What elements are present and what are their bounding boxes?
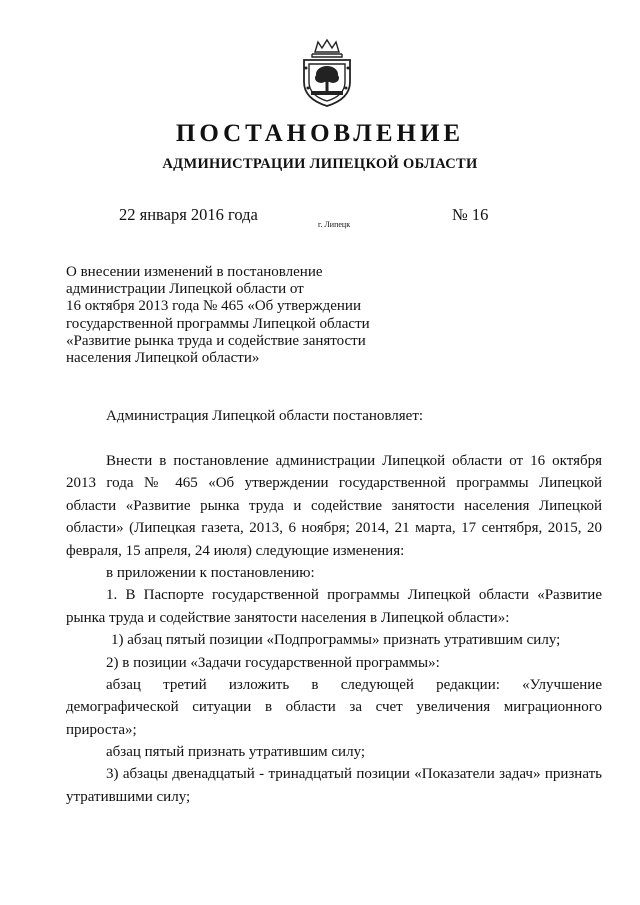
body-line: абзац пятый признать утратившим силу; <box>106 744 366 761</box>
subject-line: государственной программы Липецкой области <box>66 315 370 332</box>
body-line: в приложении к постановлению: <box>106 564 315 581</box>
document-date: 22 января 2016 года <box>119 205 258 224</box>
subject-line: «Развитие рынка труда и содействие занятости <box>66 332 366 349</box>
body-line: демографической ситуации в области за счет увеличения миграционного <box>66 699 602 716</box>
subject-line: 16 октября 2013 года № 465 «Об утверждении <box>66 298 361 315</box>
body-line: 3) абзацы двенадцатый - тринадцатый позиции «Показатели задач» признать <box>106 766 602 783</box>
document-subject <box>66 264 396 367</box>
body-line: рынка труда и содействие занятости населения в Липецкой области»: <box>66 609 510 626</box>
issuing-authority: АДМИНИСТРАЦИИ ЛИПЕЦКОЙ ОБЛАСТИ <box>162 156 478 172</box>
body-line: 2) в позиции «Задачи государственной программы»: <box>106 654 440 671</box>
document-title: ПОСТАНОВЛЕНИЕ <box>175 120 465 147</box>
body-line: 1. В Паспорте государственной программы Липецкой области «Развитие <box>106 587 602 604</box>
body-line: февраля, 15 апреля, 24 июля) следующие изменения: <box>66 542 405 559</box>
coat-of-arms-icon <box>298 38 356 108</box>
intro-sentence: Администрация Липецкой области постановляет: <box>106 408 424 424</box>
document-body <box>66 450 602 808</box>
body-line: утратившими силу; <box>66 788 191 805</box>
body-line: области «Развитие рынка труда и содействие занятости населения Липецкой <box>66 497 602 514</box>
body-line: прироста»; <box>66 721 137 738</box>
body-line: абзац третий изложить в следующей редакции: «Улучшение <box>106 676 602 693</box>
subject-line: администрации Липецкой области от <box>66 281 304 298</box>
body-line: Внести в постановление администрации Липецкой области от 16 октября <box>106 453 602 469</box>
document-number: № 16 <box>452 205 489 224</box>
body-line: 1) абзац пятый позиции «Подпрограммы» признать утратившим силу; <box>111 632 561 649</box>
subject-line: населения Липецкой области» <box>66 350 260 367</box>
body-line: области» (Липецкая газета, 2013, 6 ноября; 2014, 21 марта, 17 сентября, 2015, 20 <box>66 520 602 537</box>
subject-line: О внесении изменений в постановление <box>66 264 323 280</box>
document-city: г. Липецк <box>318 220 351 229</box>
body-line: 2013 года № 465 «Об утверждении государственной программы Липецкой <box>66 475 602 492</box>
